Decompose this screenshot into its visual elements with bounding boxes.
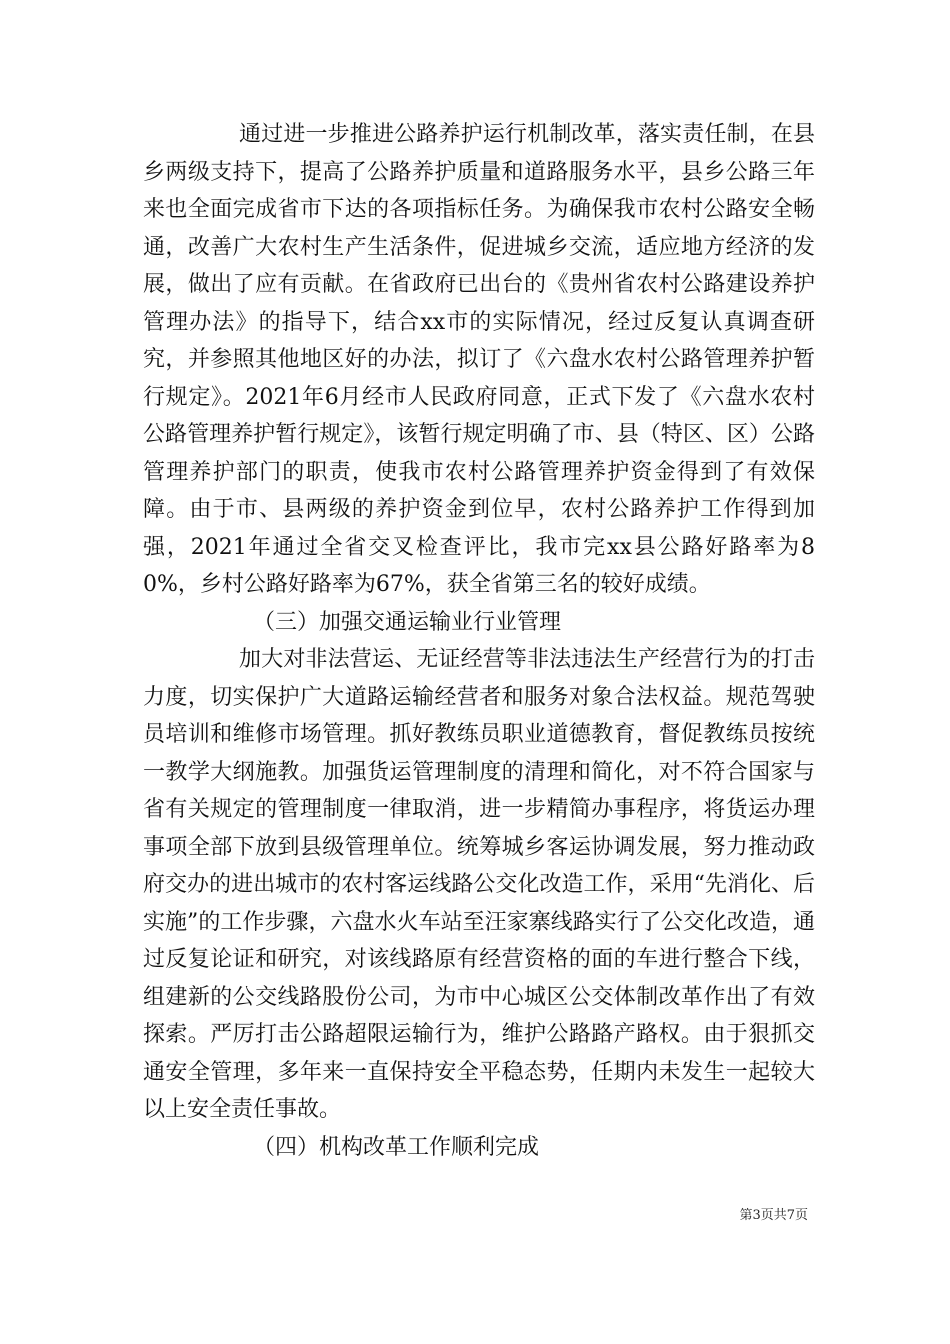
paragraph-road-maintenance: 通过进一步推进公路养护运行机制改革，落实责任制，在县乡两级支持下，提高了公路养护质量和道路服务水平，县乡公路三年来也全面完成省市下达的各项指标任务。为确保我市农村公路安全畅通，改善广大农村生产生活条件，促进城乡交流，适应地方经济的发展，做出了应有贡献。在省政府已出台的《贵州省农村公路建设养护管理办法》的指导下，结合xx市的实际情况，经过反复认真调查研究，并参照其他地区好的办法，拟订了《六盘水农村公路管理养护暂行规定》。2021年6月经市人民政府同意，正式下发了《六盘水农村公路管理养护暂行规定》，该暂行规定明确了市、县（特区、区）公路管理养护部门的职责，使我市农村公路管理养护资金得到了有效保障。由于市、县两级的养护资金到位早，农村公路养护工作得到加强，2021年通过全省交叉检查评比，我市完xx县公路好路率为80%，乡村公路好路率为67%，获全省第三名的较好成绩。 (143, 122, 815, 597)
document-body (143, 116, 815, 1166)
page-number: 第3页共7页 (739, 1208, 808, 1223)
section-heading-institutional-reform: （四）机构改革工作顺利完成 (253, 1134, 540, 1160)
section-heading-transport-management: （三）加强交通运输业行业管理 (253, 609, 562, 635)
paragraph-transport-management: 加大对非法营运、无证经营等非法违法生产经营行为的打击力度，切实保护广大道路运输经营者和服务对象合法权益。规范驾驶员培训和维修市场管理。抓好教练员职业道德教育，督促教练员按统一教学大纲施教。加强货运管理制度的清理和简化，对不符合国家与省有关规定的管理制度一律取消，进一步精简办事程序，将货运办理事项全部下放到县级管理单位。统筹城乡客运协调发展，努力推动政府交办的进出城市的农村客运线路公交化改造工作，采用“先消化、后实施”的工作步骤，六盘水火车站至汪家寨线路实行了公交化改造，通过反复论证和研究，对该线路原有经营资格的面的车进行整合下线，组建新的公交线路股份公司，为市中心城区公交体制改革作出了有效探索。严厉打击公路超限运输行为，维护公路路产路权。由于狠抓交通安全管理，多年来一直保持安全平稳态势，任期内未发生一起较大以上安全责任事故。 (143, 647, 815, 1122)
